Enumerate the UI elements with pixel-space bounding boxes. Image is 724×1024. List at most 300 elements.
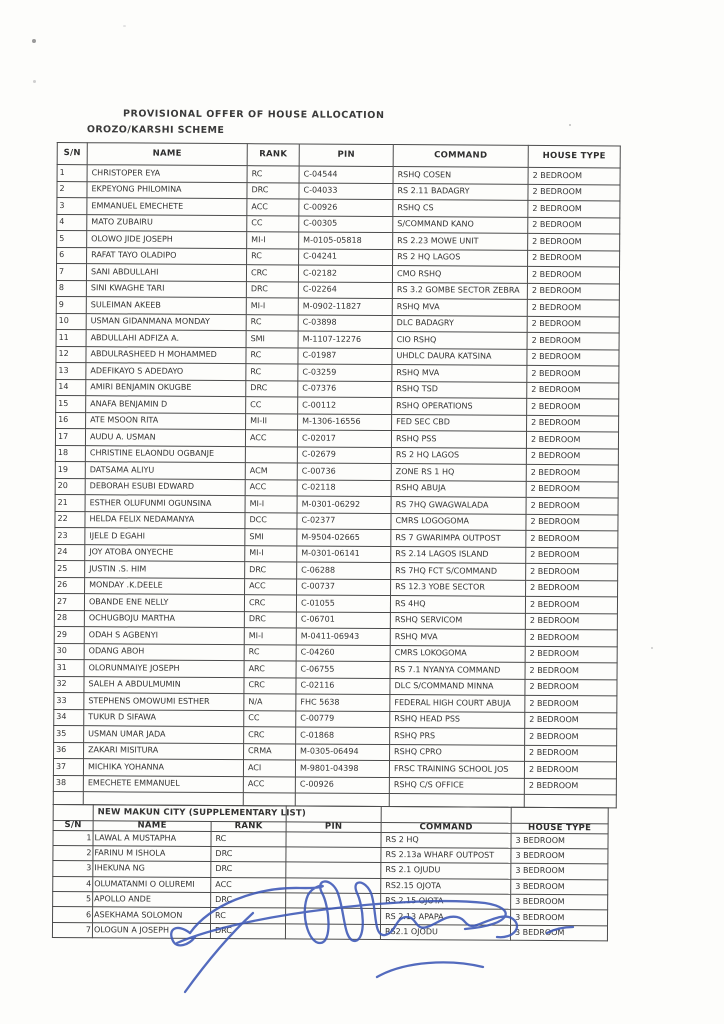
cell-house: 2 BEDROOM [527,398,619,415]
cell-name: ANAFA BENJAMIN D [86,396,246,413]
cell-sn: 6 [57,247,87,264]
cell-command: CMRS LOGOGOMA [391,513,526,530]
cell-sn: 38 [53,775,83,792]
cell-house: 2 BEDROOM [526,530,618,547]
cell-blank [53,791,83,804]
cell-name: CHRISTOPER EYA [87,165,247,182]
cell-sn: 19 [55,461,85,478]
cell-sn: 29 [54,626,84,643]
cell-rank: MI-I [244,628,296,645]
cell-pin: C-00737 [297,578,391,595]
cell-command: RS 2 HQ [381,832,511,848]
cell-sn: 36 [54,742,84,759]
cell-rank: DRC [210,923,285,939]
cell-pin [286,878,381,894]
cell-house: 2 BEDROOM [526,448,618,465]
cell-sn: 26 [55,577,85,594]
cell-pin: C-00926 [299,199,393,216]
cell-pin: C-07376 [298,380,392,397]
cell-name: STEPHENS OMOWUMI ESTHER [84,693,244,710]
cell-rank: CC [244,710,296,727]
cell-name: JUSTIN .S. HIM [85,561,245,578]
cell-name: MATO ZUBAIRU [87,214,247,231]
cell-name: USMAN GIDANMANA MONDAY [86,313,246,330]
cell-rank: DRC [246,380,298,397]
cell-sn: 10 [56,313,86,330]
cell-pin: M-0902-11827 [298,298,392,315]
cell-name: FARINU M ISHOLA [93,846,211,862]
cell-house: 2 BEDROOM [527,299,619,316]
cell-command: RS2.1 OJODU [380,924,510,940]
scan-speck [33,80,36,83]
cell-pin [286,847,381,863]
cell-rank: RC [246,364,298,381]
cell-rank: SMI [245,529,297,546]
cell-command: RS 2.11 BADAGRY [393,183,528,200]
cell-pin: M-0105-05818 [299,232,393,249]
cell-pin: C-00736 [297,463,391,480]
cell-house: 2 BEDROOM [525,662,617,679]
column-header: COMMAND [393,145,528,168]
cell-rank: N/A [244,694,296,711]
column-header: PIN [286,822,381,832]
cell-command: RS 7HQ GWAGWALADA [391,497,526,514]
cell-command: RS 2.13a WHARF OUTPOST [381,847,511,863]
cell-rank: CC [247,215,299,232]
cell-command: FRSC TRAINING SCHOOL JOS [389,761,524,778]
cell-rank: MI-I [245,545,297,562]
cell-command: RSHQ ABUJA [391,480,526,497]
cell-command: DLC BADAGRY [392,315,527,332]
cell-house: 2 BEDROOM [526,497,618,514]
cell-command: RSHQ OPERATIONS [392,398,527,415]
cell-pin: C-06288 [297,562,391,579]
cell-sn: 27 [54,593,84,610]
cell-sn: 7 [52,922,92,938]
cell-name: AMIRI BENJAMIN OKUGBE [86,379,246,396]
cell-rank: CRC [246,265,298,282]
cell-rank: ACC [245,430,297,447]
cell-rank: RC [246,314,298,331]
cell-house: 3 BEDROOM [511,879,608,895]
cell-sn: 1 [53,830,93,846]
column-header: S/N [53,820,93,830]
cell-command: RS 2 HQ LAGOS [391,447,526,464]
page-title: PROVISIONAL OFFER OF HOUSE ALLOCATION [122,108,385,122]
cell-pin: C-04260 [296,644,390,661]
cell-name: MICHIKA YOHANNA [83,759,243,776]
cell-pin [286,862,381,878]
cell-command: RS 4HQ [390,596,525,613]
cell-pin: C-02116 [296,677,390,694]
cell-name: CHRISTINE ELAONDU OGBANJE [85,445,245,462]
cell-rank: SMI [246,331,298,348]
cell-rank: CRMA [244,743,296,760]
cell-name: EMECHETE EMMANUEL [83,775,243,792]
cell-name: DATSAMA ALIYU [85,462,245,479]
cell-rank: RC [211,908,286,924]
cell-pin: M-0301-06141 [297,545,391,562]
cell-house: 2 BEDROOM [526,547,618,564]
cell-rank: DRC [211,862,286,878]
cell-command: RS 12.3 YOBE SECTOR [391,579,526,596]
cell-rank: DRC [244,611,296,628]
table-row [52,922,607,941]
cell-rank: ACC [247,199,299,216]
cell-pin: C-04033 [299,182,393,199]
cell-sn: 1 [57,165,87,182]
cell-house: 2 BEDROOM [525,613,617,630]
cell-pin: M-0305-06494 [296,743,390,760]
cell-pin: C-06701 [296,611,390,628]
cell-name: ADEFIKAYO S ADEDAYO [86,363,246,380]
column-header: HOUSE TYPE [528,145,620,168]
cell-command: RS 7HQ FCT S/COMMAND [391,563,526,580]
cell-rank: DRC [245,562,297,579]
cell-sn: 22 [55,511,85,528]
cell-rank: ACC [243,776,295,793]
cell-command: CMRS LOKOGOMA [390,645,525,662]
cell-name: ODAH S AGBENYI [84,627,244,644]
cell-sn: 5 [53,892,93,908]
cell-sn: 12 [56,346,86,363]
cell-house: 3 BEDROOM [511,833,608,849]
cell-name: OBANDE ENE NELLY [84,594,244,611]
cell-house: 2 BEDROOM [525,728,617,745]
cell-blank [524,794,616,808]
cell-name: USMAN UMAR JADA [84,726,244,743]
cell-house: 2 BEDROOM [527,365,619,382]
cell-name: OLUMATANMI O OLUREMI [93,876,211,892]
cell-sn: 18 [55,445,85,462]
cell-pin: C-02118 [297,479,391,496]
cell-house: 2 BEDROOM [528,233,620,250]
cell-command: RS 2.1 OJUDU [381,863,511,879]
cell-rank: MI-I [246,298,298,315]
cell-house: 3 BEDROOM [510,925,607,941]
cell-name: MONDAY .K.DEELE [85,577,245,594]
cell-house: 3 BEDROOM [511,910,608,926]
cell-sn: 21 [55,494,85,511]
cell-sn: 16 [56,412,86,429]
cell-command: RSHQ CPRO [390,744,525,761]
cell-name: OLORUNMAIYE JOSEPH [84,660,244,677]
cell-rank: CRC [244,677,296,694]
column-header: NAME [87,143,247,166]
cell-house: 2 BEDROOM [526,580,618,597]
tables-container [52,142,621,942]
cell-rank: ACM [245,463,297,480]
cell-sn: 37 [53,758,83,775]
cell-sn: 9 [56,296,86,313]
cell-pin: C-00779 [296,710,390,727]
cell-sn: 11 [56,329,86,346]
cell-command: RS 2.14 LAGOS ISLAND [391,546,526,563]
cell-house: 2 BEDROOM [527,349,619,366]
cell-name: SANI ABDULLAHI [86,264,246,281]
cell-command: RSHQ MVA [392,365,527,382]
cell-blank [243,793,295,806]
cell-rank [245,446,297,463]
cell-sn: 25 [55,560,85,577]
cell-house: 2 BEDROOM [528,200,620,217]
cell-command: RS 2.15 OJOTA [381,894,511,910]
cell-name: OLOWO JIDE JOSEPH [87,231,247,248]
cell-house: 2 BEDROOM [524,778,616,795]
column-header: RANK [211,821,286,831]
column-header: S/N [57,143,87,165]
cell-house: 2 BEDROOM [527,415,619,432]
cell-sn: 32 [54,676,84,693]
cell-house: 2 BEDROOM [526,563,618,580]
scan-speck [569,124,571,126]
cell-rank: CC [246,397,298,414]
cell-name: ABDULLAHI ADFIZA A. [86,330,246,347]
cell-house: 2 BEDROOM [524,761,616,778]
cell-house: 2 BEDROOM [528,167,620,184]
cell-house: 2 BEDROOM [525,745,617,762]
cell-command: RS 2 HQ LAGOS [393,249,528,266]
cell-house: 2 BEDROOM [525,646,617,663]
cell-rank: MI-II [246,413,298,430]
cell-command: RSHQ MVA [390,629,525,646]
cell-blank [511,807,608,824]
scan-speck [32,39,36,43]
cell-command: FED SEC CBD [392,414,527,431]
cell-house: 2 BEDROOM [525,629,617,646]
column-header: COMMAND [381,822,511,832]
cell-sn: 15 [56,395,86,412]
cell-sn: 34 [54,709,84,726]
cell-command: RSHQ TSD [392,381,527,398]
cell-sn: 5 [57,231,87,248]
cell-name: ZAKARI MISITURA [84,742,244,759]
cell-pin: C-01868 [296,727,390,744]
column-header: RANK [247,144,299,166]
cell-sn: 2 [57,181,87,198]
cell-command: RS 2.13 APAPA [381,909,511,925]
cell-house: 2 BEDROOM [527,382,619,399]
cell-sn: 31 [54,659,84,676]
cell-rank: RC [247,248,299,265]
cell-command: RSHQ PRS [390,728,525,745]
cell-rank: ACC [211,877,286,893]
cell-rank: DCC [245,512,297,529]
cell-command: RSHQ C/S OFFICE [389,777,524,794]
cell-command: RSHQ MVA [392,299,527,316]
cell-house: 2 BEDROOM [527,283,619,300]
cell-house: 3 BEDROOM [511,848,608,864]
cell-name: EMMANUEL EMECHETE [87,198,247,215]
cell-pin [285,924,380,940]
cell-name: SALEH A ABDULMUMIN [84,676,244,693]
scheme-subtitle: OROZO/KARSHI SCHEME [86,124,225,137]
cell-command: FEDERAL HIGH COURT ABUJA [390,695,525,712]
cell-pin: C-01987 [298,347,392,364]
cell-name: ABDULRASHEED H MOHAMMED [86,346,246,363]
cell-command: DLC S/COMMAND MINNA [390,678,525,695]
cell-rank: DRC [247,182,299,199]
cell-house: 3 BEDROOM [511,864,608,880]
cell-blank [381,806,511,823]
cell-rank: DRC [211,846,286,862]
scan-speck [123,25,126,27]
cell-house: 2 BEDROOM [528,250,620,267]
cell-blank [53,804,93,820]
cell-command: ZONE RS 1 HQ [391,464,526,481]
cell-sn: 4 [57,214,87,231]
cell-sn: 33 [54,692,84,709]
cell-sn: 35 [54,725,84,742]
cell-command: CIO RSHQ [392,332,527,349]
cell-name: JOY ATOBA ONYECHE [85,544,245,561]
cell-pin: C-06755 [296,661,390,678]
cell-pin: M-0411-06943 [296,628,390,645]
cell-rank: DRC [211,893,286,909]
cell-house: 2 BEDROOM [526,481,618,498]
cell-rank: MI-I [247,232,299,249]
cell-sn: 6 [53,907,93,923]
cell-pin: M-0301-06292 [297,496,391,513]
cell-house: 2 BEDROOM [526,514,618,531]
cell-sn: 17 [55,428,85,445]
cell-pin: C-02679 [297,446,391,463]
cell-pin: C-02264 [298,281,392,298]
cell-pin: M-1107-12276 [298,331,392,348]
cell-command: CMO RSHQ [392,266,527,283]
cell-command: RSHQ SERVICOM [390,612,525,629]
cell-house: 2 BEDROOM [527,316,619,333]
cell-pin [286,831,381,847]
cell-pin: M-9504-02665 [297,529,391,546]
cell-name: RAFAT TAYO OLADIPO [87,247,247,264]
cell-sn: 13 [56,362,86,379]
cell-command: RS 7.1 NYANYA COMMAND [390,662,525,679]
cell-name: ODANG ABOH [84,643,244,660]
column-header: PIN [299,144,393,167]
cell-sn: 3 [53,861,93,877]
cell-command: S/COMMAND KANO [393,216,528,233]
cell-pin: C-03898 [298,314,392,331]
cell-rank: CRC [244,595,296,612]
cell-name: LAWAL A MUSTAPHA [93,830,211,846]
cell-command: RSHQ PSS [391,431,526,448]
cell-name: ASEKHAMA SOLOMON [93,907,211,923]
cell-pin: M-1306-16556 [298,413,392,430]
cell-pin: C-04241 [299,248,393,265]
supplementary-table [52,804,609,942]
column-header: HOUSE TYPE [511,823,608,833]
cell-rank: ACC [245,479,297,496]
cell-name: TUKUR D SIFAWA [84,709,244,726]
cell-rank: DRC [246,281,298,298]
cell-pin: C-02377 [297,512,391,529]
cell-pin [286,908,381,924]
cell-pin: C-00305 [299,215,393,232]
cell-pin: C-02017 [297,430,391,447]
cell-sn: 3 [57,198,87,215]
cell-house: 2 BEDROOM [525,596,617,613]
cell-house: 2 BEDROOM [525,695,617,712]
cell-rank: ACI [243,760,295,777]
cell-sn: 30 [54,643,84,660]
cell-name: IHEKUNA NG [93,861,211,877]
cell-name: OLOGUN A JOSEPH [92,923,210,939]
cell-house: 2 BEDROOM [527,332,619,349]
cell-name: DEBORAH ESUBI EDWARD [85,478,245,495]
cell-sn: 14 [56,379,86,396]
cell-command: RS 2.23 MOWE UNIT [393,233,528,250]
cell-pin: FHC 5638 [296,694,390,711]
cell-command: RSHQ HEAD PSS [390,711,525,728]
cell-sn: 8 [56,280,86,297]
cell-rank: RC [247,166,299,183]
cell-name: ATE MSOON RITA [86,412,246,429]
cell-name: OCHUGBOJU MARTHA [84,610,244,627]
cell-blank [295,793,389,807]
cell-rank: ACC [245,578,297,595]
cell-name: IJELE D EGAHI [85,528,245,545]
cell-pin: C-03259 [298,364,392,381]
document-sheet [55,108,677,938]
cell-command: RSHQ COSEN [393,167,528,184]
cell-sn: 28 [54,610,84,627]
cell-name: SINI KWAGHE TARI [86,280,246,297]
cell-sn: 4 [53,876,93,892]
main-allocation-table [53,142,621,808]
cell-name: SULEIMAN AKEEB [86,297,246,314]
cell-sn: 23 [55,527,85,544]
cell-pin: C-04544 [299,166,393,183]
cell-pin [286,893,381,909]
cell-rank: ARC [244,661,296,678]
cell-pin: C-01055 [296,595,390,612]
cell-sn: 2 [53,845,93,861]
cell-house: 3 BEDROOM [511,894,608,910]
cell-pin: C-02182 [298,265,392,282]
cell-name: HELDA FELIX NEDAMANYA [85,511,245,528]
cell-command: RS 3.2 GOMBE SECTOR ZEBRA [392,282,527,299]
cell-rank: RC [246,347,298,364]
cell-name: APOLLO ANDE [93,892,211,908]
cell-name: EKPEYONG PHILOMINA [87,181,247,198]
supplementary-section-title: NEW MAKUN CITY (SUPPLEMENTARY LIST) [93,805,286,822]
cell-sn: 24 [55,544,85,561]
column-header: NAME [93,821,211,831]
cell-pin: C-00926 [295,776,389,793]
scan-speck [651,647,653,649]
cell-rank: RC [244,644,296,661]
cell-command: RS2.15 OJOTA [381,878,511,894]
cell-rank: CRC [244,727,296,744]
cell-house: 2 BEDROOM [528,184,620,201]
cell-house: 2 BEDROOM [526,464,618,481]
cell-command: RS 7 GWARIMPA OUTPOST [391,530,526,547]
cell-name: ESTHER OLUFUNMI OGUNSINA [85,495,245,512]
cell-house: 2 BEDROOM [527,266,619,283]
cell-command: UHDLC DAURA KATSINA [392,348,527,365]
cell-sn: 20 [55,478,85,495]
cell-rank: RC [211,831,286,847]
cell-pin: M-9801-04398 [295,760,389,777]
cell-house: 2 BEDROOM [526,431,618,448]
cell-name: AUDU A. USMAN [85,429,245,446]
cell-command: RSHQ CS [393,200,528,217]
cell-house: 2 BEDROOM [525,679,617,696]
cell-pin: C-00112 [298,397,392,414]
cell-house: 2 BEDROOM [525,712,617,729]
cell-sn: 7 [56,264,86,281]
